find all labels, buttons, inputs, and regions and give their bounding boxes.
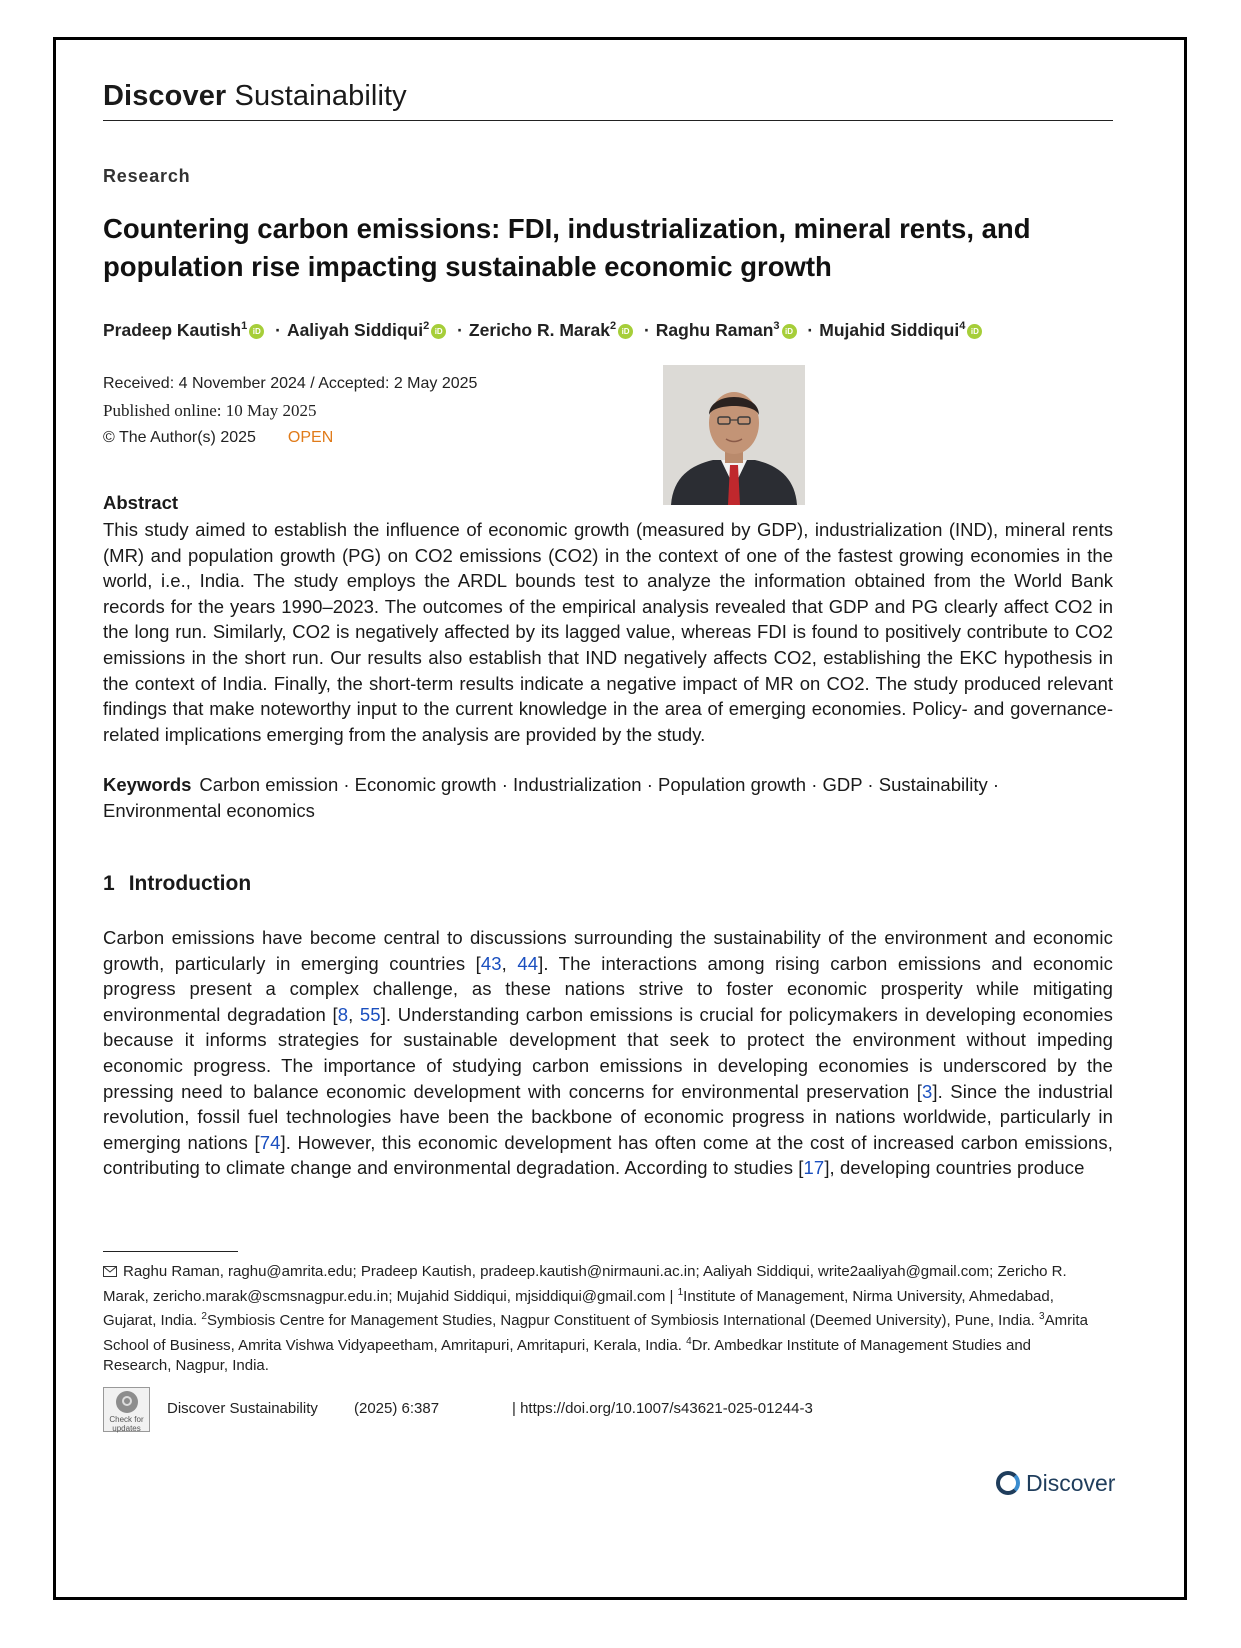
article-dates <box>103 370 477 451</box>
keywords-label: Keywords <box>103 774 192 795</box>
orcid-icon[interactable]: iD <box>249 324 264 339</box>
author-list: Pradeep Kautish$^1$ iD · Aaliyah Siddiqui$^2$ iD · Zericho R. Marak$^2$ iD · Raghu Raman$^3$ iD · Mujahid Siddiqui$^4$ iD <box>103 320 982 341</box>
citation-link[interactable]: 44 <box>517 952 539 974</box>
keywords-list: Carbon emission · Economic growth · Industrialization · Population growth · GDP · Sustainability · Environmental economics <box>103 774 1000 821</box>
author-separator: · <box>643 320 650 340</box>
section-heading-introduction <box>103 872 251 896</box>
footer-volume: (2025) 6:387 <box>354 1400 440 1417</box>
author-separator: · <box>457 320 463 340</box>
discover-logo-icon <box>996 1471 1020 1495</box>
correspondence-footnote: Raghu Raman, raghu@amrita.edu; Pradeep Kautish, pradeep.kautish@nirmauni.ac.in; Aaliyah Siddiqui, write2aaliyah@gmail.com; Zericho R. Marak, zericho.marak@scmsnagpur.edu.in; Mujahid Siddiqui, mjsiddiqui@gmail.com | $^1$Institute of Management, Nirma University, Ahmedabad, Gujarat, India. $^2$Symbiosis Centre for Management Studies, Nagpur Constituent of Symbiosis International (Deemed University), Pune, India. $^3$Amrita School of Business, Amrita Vishwa Vidyapeetham, Amritapuri, Amritapuri, Kerala, India. $^4$Dr. Ambedkar Institute of Management Studies and Research, Nagpur, India. <box>103 1263 1088 1374</box>
journal-title: Sustainability <box>234 80 407 112</box>
orcid-icon[interactable]: iD <box>782 324 797 339</box>
author-separator: · <box>275 320 281 340</box>
copyright-line: © The Author(s) 2025 OPEN <box>103 429 334 446</box>
received-accepted: Received: 4 November 2024 / Accepted: 2 May 2025 <box>103 375 478 392</box>
author-name[interactable]: Mujahid Siddiqui <box>819 320 960 340</box>
author-name[interactable]: Pradeep Kautish <box>103 320 242 340</box>
author-emails: Raghu Raman, raghu@amrita.edu; Pradeep Kautish, pradeep.kautish@nirmauni.ac.in; Aaliyah Siddiqui, write2aaliyah@gmail.com; Zericho R. Marak, zericho.marak@scmsnagpur.edu.in; Mujahid Siddiqui, mjsiddiqui@gmail.com | <box>103 1263 1067 1305</box>
journal-brand: Discover <box>103 80 227 112</box>
introduction-paragraph: Carbon emissions have become central to discussions surrounding the sustainability of the environment and economic growth, particularly in emerging countries [43, 44]. The interactions among rising carbon emissions and economic progress present a complex challenge, as these nations strive to foster economic prosperity while mitigating environmental degradation [8, 55]. Understanding carbon emissions is crucial for policymakers in developing economies because it informs strategies for sustainable development that seek to protect the environment without impeding economic progress. The importance of studying carbon emissions in developing economies is underscored by the pressing need to balance economic development with concerns for environmental preservation [3]. Since the industrial revolution, fossil fuel technologies have been the backbone of economic progress in nations worldwide, particularly in emerging nations [74]. However, this economic development has often come at the cost of increased carbon emissions, contributing to climate change and environmental degradation. According to studies [17], developing countries produce <box>103 927 1113 1179</box>
journal-name <box>103 80 407 113</box>
header-rule <box>103 120 1113 121</box>
author-name[interactable]: Raghu Raman <box>655 320 774 340</box>
author-photo <box>663 365 805 505</box>
citation-link[interactable]: 17 <box>803 1157 825 1179</box>
update-icon <box>116 1391 138 1413</box>
affiliation-3: Amrita School of Business, Amrita Vishwa Vidyapeetham, Amritapuri, Amritapuri, Kerala, India. <box>103 1312 1088 1354</box>
section-number: 1 <box>103 872 115 895</box>
orcid-icon[interactable]: iD <box>431 324 446 339</box>
orcid-icon[interactable]: iD <box>618 324 633 339</box>
citation-link[interactable]: 74 <box>259 1131 281 1153</box>
discover-logo: Discover <box>996 1470 1115 1497</box>
open-access-label: OPEN <box>287 429 334 446</box>
keywords <box>103 772 1113 823</box>
citation-link[interactable]: 3 <box>922 1080 933 1102</box>
footer-journal: Discover Sustainability <box>167 1400 318 1417</box>
author-name[interactable]: Zericho R. Marak <box>468 320 610 340</box>
published-date: Published online: 10 May 2025 <box>103 401 317 420</box>
orcid-icon[interactable]: iD <box>967 324 982 339</box>
footer-doi-link[interactable]: | https://doi.org/10.1007/s43621-025-01244-3 <box>512 1400 813 1417</box>
abstract-heading: Abstract <box>103 492 179 513</box>
abstract-text: This study aimed to establish the influence of economic growth (measured by GDP), industrialization (IND), mineral rents (MR) and population growth (PG) on CO2 emissions (CO2) in the context of one of the fastest growing economies in the world, i.e., India. The study employs the ARDL bounds test to analyze the information obtained from the World Bank records for the years 1990–2023. The outcomes of the empirical analysis revealed that GDP and PG clearly affect CO2 in the long run. Similarly, CO2 is negatively affected by its lagged value, whereas FDI is found to positively contribute to CO2 emissions in the short run. Our results also establish that IND negatively affects CO2, establishing the EKC hypothesis in the context of India. Finally, the short-term results indicate a negative impact of MR on CO2. The study produced relevant findings that make noteworthy input to the current knowledge in the area of emerging economies. Policy- and governance-related implications emerging from the analysis are provided by the study. <box>103 519 1113 745</box>
portrait-image <box>663 365 805 505</box>
affiliation-2: Symbiosis Centre for Management Studies, Nagpur Constituent of Symbiosis International (Deemed University), Pune, India. <box>206 1312 1040 1329</box>
affiliation-4: Dr. Ambedkar Institute of Management Studies and Research, Nagpur, India. <box>103 1336 1032 1374</box>
citation-link[interactable]: 43 <box>480 952 502 974</box>
check-for-updates-badge[interactable]: Check for updates <box>103 1387 150 1432</box>
article-type: Research <box>103 166 191 186</box>
article-title: Countering carbon emissions: FDI, industrialization, mineral rents, and population rise impacting sustainable economic growth <box>103 213 1031 282</box>
citation-link[interactable]: 55 <box>359 1003 381 1025</box>
envelope-icon <box>103 1263 123 1280</box>
author-separator: · <box>807 320 814 340</box>
section-title: Introduction <box>128 872 252 895</box>
author-name[interactable]: Aaliyah Siddiqui <box>286 320 424 340</box>
affiliation-1: Institute of Management, Nirma University, Ahmedabad, Gujarat, India. <box>103 1287 1054 1329</box>
footnote-rule <box>103 1251 238 1252</box>
citation-link[interactable]: 8 <box>337 1003 349 1025</box>
